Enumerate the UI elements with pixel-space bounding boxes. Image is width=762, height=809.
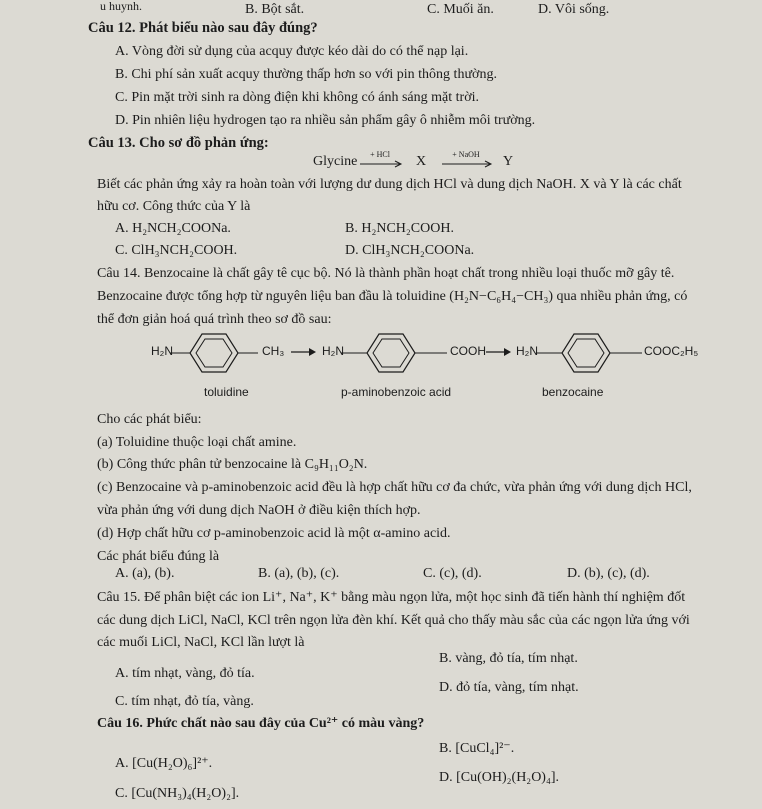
- benzene-ring-3: [536, 330, 646, 376]
- label-toluidine: toluidine: [204, 385, 249, 399]
- q12-option-b: B. Chi phí sản xuất acquy thường thấp hơn so với pin thông thường.: [115, 67, 497, 82]
- q14-option-d: D. (b), (c), (d).: [567, 566, 650, 581]
- q13-reagent-naoh: + NaOH: [452, 150, 480, 159]
- q14-line-3: thể đơn giản hoá quá trình theo sơ đồ sau:: [97, 312, 332, 327]
- q14-intro: Cho các phát biểu:: [97, 412, 202, 427]
- q16-title: Câu 16. Phức chất nào sau đây của Cu²⁺ có màu vàng?: [97, 716, 425, 731]
- q15-option-a: A. tím nhạt, vàng, đỏ tía.: [115, 666, 255, 681]
- q14-statement-c2: vừa phản ứng với dung dịch NaOH ở điều kiện thích hợp.: [97, 503, 421, 518]
- q14-statement-b: (b) Công thức phân tử benzocaine là C₉H₁₁O₂N.: [97, 457, 368, 472]
- q14-statement-c1: (c) Benzocaine và p-aminobenzoic acid đều là hợp chất hữu cơ đa chức, vừa phản ứng với dung dịch HCl,: [97, 480, 692, 495]
- q12-title: Câu 12. Phát biểu nào sau đây đúng?: [88, 20, 318, 36]
- m3-left-group: H₂N: [516, 344, 538, 358]
- scheme-arrow-1: [291, 347, 317, 357]
- q14-option-b: B. (a), (b), (c).: [258, 566, 340, 581]
- scheme-arrow-2: [486, 347, 512, 357]
- q14-statement-d: (d) Hợp chất hữu cơ p-aminobenzoic acid là một α-amino acid.: [97, 526, 451, 541]
- q12-option-c: C. Pin mặt trời sinh ra dòng điện khi không có ánh sáng mặt trời.: [115, 90, 479, 105]
- q13-reagent-hcl: + HCl: [370, 150, 390, 159]
- q13-option-d: D. ClH₃NCH₂COONa.: [345, 243, 475, 258]
- q13-title: Câu 13. Cho sơ đồ phản ứng:: [88, 135, 269, 151]
- q14-statement-a: (a) Toluidine thuộc loại chất amine.: [97, 435, 297, 450]
- label-aminobenzoic: p-aminobenzoic acid: [341, 385, 452, 399]
- option-a-cut: u huynh.: [100, 0, 142, 13]
- q14-line-2: Benzocaine được tổng hợp từ nguyên liệu ban đầu là toluidine (H₂N−C₆H₄−CH₃) qua nhiều phản ứng, có: [97, 289, 688, 304]
- m3-right-group: COOC₂H₅: [644, 344, 699, 358]
- q13-text-2: hữu cơ. Công thức của Y là: [97, 199, 251, 214]
- q13-scheme-x: X: [416, 154, 427, 169]
- q13-option-b: B. H₂NCH₂COOH.: [345, 221, 454, 236]
- option-d: D. Vôi sống.: [538, 2, 610, 17]
- q12-option-d: D. Pin nhiên liệu hydrogen tạo ra nhiều sản phẩm gây ô nhiễm môi trường.: [115, 113, 536, 128]
- q13-arrow-1: [360, 159, 404, 169]
- label-benzocaine: benzocaine: [542, 385, 604, 399]
- q14-ask: Các phát biểu đúng là: [97, 549, 220, 564]
- m1-right-group: CH₃: [262, 344, 285, 358]
- q12-option-a: A. Vòng đời sử dụng của acquy được kéo dài do có thể nạp lại.: [115, 44, 469, 59]
- q16-option-b: B. [CuCl₄]²⁻.: [439, 741, 515, 756]
- q14-option-c: C. (c), (d).: [423, 566, 482, 581]
- q16-option-c: C. [Cu(NH₃)₄(H₂O)₂].: [115, 786, 240, 801]
- m2-left-group: H₂N: [322, 344, 344, 358]
- q15-line-2: các dung dịch LiCl, NaCl, KCl trên ngọn lửa đèn khí. Kết quả cho thấy màu sắc của các ngọn lửa ứng với: [97, 613, 690, 628]
- option-c: C. Muối ăn.: [427, 2, 494, 17]
- q16-option-a: A. [Cu(H₂O)₆]²⁺.: [115, 756, 213, 771]
- q15-line-1: Câu 15. Để phân biệt các ion Li⁺, Na⁺, K⁺ bằng màu ngọn lửa, một học sinh đã tiến hành thí nghiệm đốt: [97, 590, 686, 605]
- q14-option-a: A. (a), (b).: [115, 566, 175, 581]
- q15-option-b: B. vàng, đỏ tía, tím nhạt.: [439, 651, 578, 666]
- q13-text-1: Biết các phản ứng xảy ra hoàn toàn với lượng dư dung dịch HCl và dung dịch NaOH. X và Y là các chất: [97, 177, 682, 192]
- option-b: B. Bột sắt.: [245, 2, 305, 17]
- q14-line-1: Câu 14. Benzocaine là chất gây tê cục bộ. Nó là thành phần hoạt chất trong nhiều loại thuốc mỡ gây tê.: [97, 266, 675, 281]
- q13-option-c: C. ClH₃NCH₂COOH.: [115, 243, 238, 258]
- m2-right-group: COOH: [450, 344, 486, 358]
- q15-option-d: D. đỏ tía, vàng, tím nhạt.: [439, 680, 579, 695]
- q13-scheme-y: Y: [503, 154, 514, 169]
- m1-left-group: H₂N: [151, 344, 173, 358]
- q15-option-c: C. tím nhạt, đỏ tía, vàng.: [115, 694, 254, 709]
- q13-arrow-2: [442, 159, 494, 169]
- benzene-ring-2: [341, 330, 451, 376]
- q13-option-a: A. H₂NCH₂COONa.: [115, 221, 231, 236]
- q13-scheme-start: Glycine: [313, 154, 358, 169]
- q16-option-d: D. [Cu(OH)₂(H₂O)₄].: [439, 770, 560, 785]
- q15-line-3: các muối LiCl, NaCl, KCl lần lượt là: [97, 635, 305, 650]
- benzene-ring-1: [170, 330, 260, 376]
